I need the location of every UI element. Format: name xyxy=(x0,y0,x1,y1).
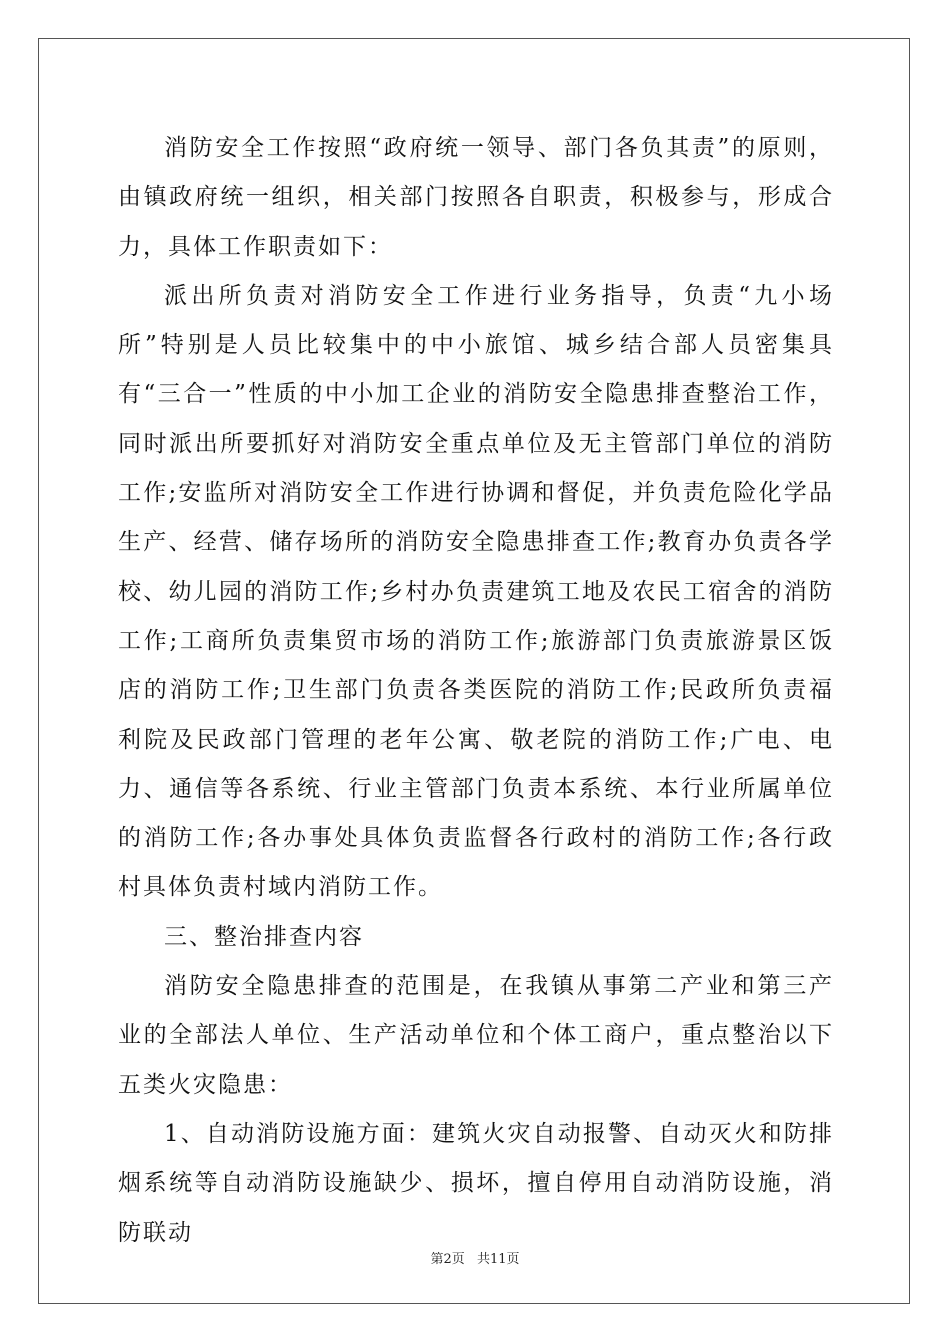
paragraph-responsibility-principle: 消防安全工作按照“政府统一领导、部门各负其责”的原则，由镇政府统一组织，相关部门按照各自职责，积极参与，形成合力，具体工作职责如下： xyxy=(118,135,834,260)
paragraph-department-duties: 派出所负责对消防安全工作进行业务指导，负责“九小场所”特别是人员比较集中的中小旅馆、城乡结合部人员密集具有“三合一”性质的中小加工企业的消防安全隐患排查整治工作，同时派出所要抓好对消防安全重点单位及无主管部门单位的消防工作;安监所对消防安全工作进行协调和督促，并负责危险化学品生产、经营、储存场所的消防安全隐患排查工作;教育办负责各学校、幼儿园的消防工作;乡村办负责建筑工地及农民工宿舍的消防工作;工商所负责集贸市场的消防工作;旅游部门负责旅游景区饭店的消防工作;卫生部门负责各类医院的消防工作;民政所负责福利院及民政部门管理的老年公寓、敬老院的消防工作;广电、电力、通信等各系统、行业主管部门负责本系统、本行业所属单位的消防工作;各办事处具体负责监督各行政村的消防工作;各行政村具体负责村域内消防工作。 xyxy=(118,282,834,901)
paragraph-item-1-fire-facilities: 1、自动消防设施方面：建筑火灾自动报警、自动灭火和防排烟系统等自动消防设施缺少、损坏，擅自停用自动消防设施，消防联动 xyxy=(118,1120,834,1246)
page-total: 共11页 xyxy=(476,1252,520,1267)
page-number: 第2页 xyxy=(430,1252,465,1267)
document-body xyxy=(118,124,834,1258)
section-heading-inspection-content: 三、整治排查内容 xyxy=(164,923,364,950)
page-footer xyxy=(0,1248,950,1267)
paragraph-inspection-scope: 消防安全隐患排查的范围是，在我镇从事第二产业和第三产业的全部法人单位、生产活动单位和个体工商户，重点整治以下五类火灾隐患： xyxy=(118,973,834,1098)
